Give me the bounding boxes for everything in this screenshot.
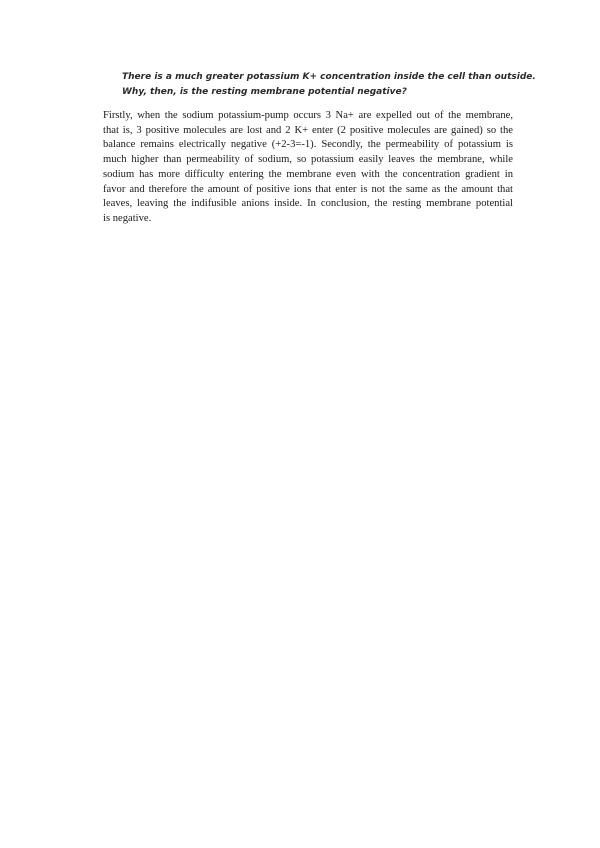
question-line-1: There is a much greater potassium K+ concentration inside the cell than outside. <box>122 72 536 82</box>
answer-line: that is, 3 positive molecules are lost and 2 K+ enter (2 positive molecules are gained) so the <box>103 124 513 136</box>
question-line-2: Why, then, is the resting membrane potential negative? <box>122 87 407 97</box>
answer-line: sodium has more difficulty entering the membrane even with the concentration gradient in <box>103 168 513 180</box>
question-heading <box>122 70 536 100</box>
answer-line: much higher than permeability of sodium, so potassium easily leaves the membrane, while <box>103 154 513 166</box>
answer-line: Firstly, when the sodium potassium-pump occurs 3 Na+ are expelled out of the membrane, <box>103 110 513 121</box>
answer-paragraph <box>103 109 513 227</box>
answer-line: balance remains electrically negative (+2-3=-1). Secondly, the permeability of potassium is <box>103 139 513 151</box>
answer-line: leaves, leaving the indifusible anions inside. In conclusion, the resting membrane potential <box>103 198 513 210</box>
answer-line: favor and therefore the amount of positive ions that enter is not the same as the amount that <box>103 183 513 195</box>
answer-line: is negative. <box>103 212 152 224</box>
